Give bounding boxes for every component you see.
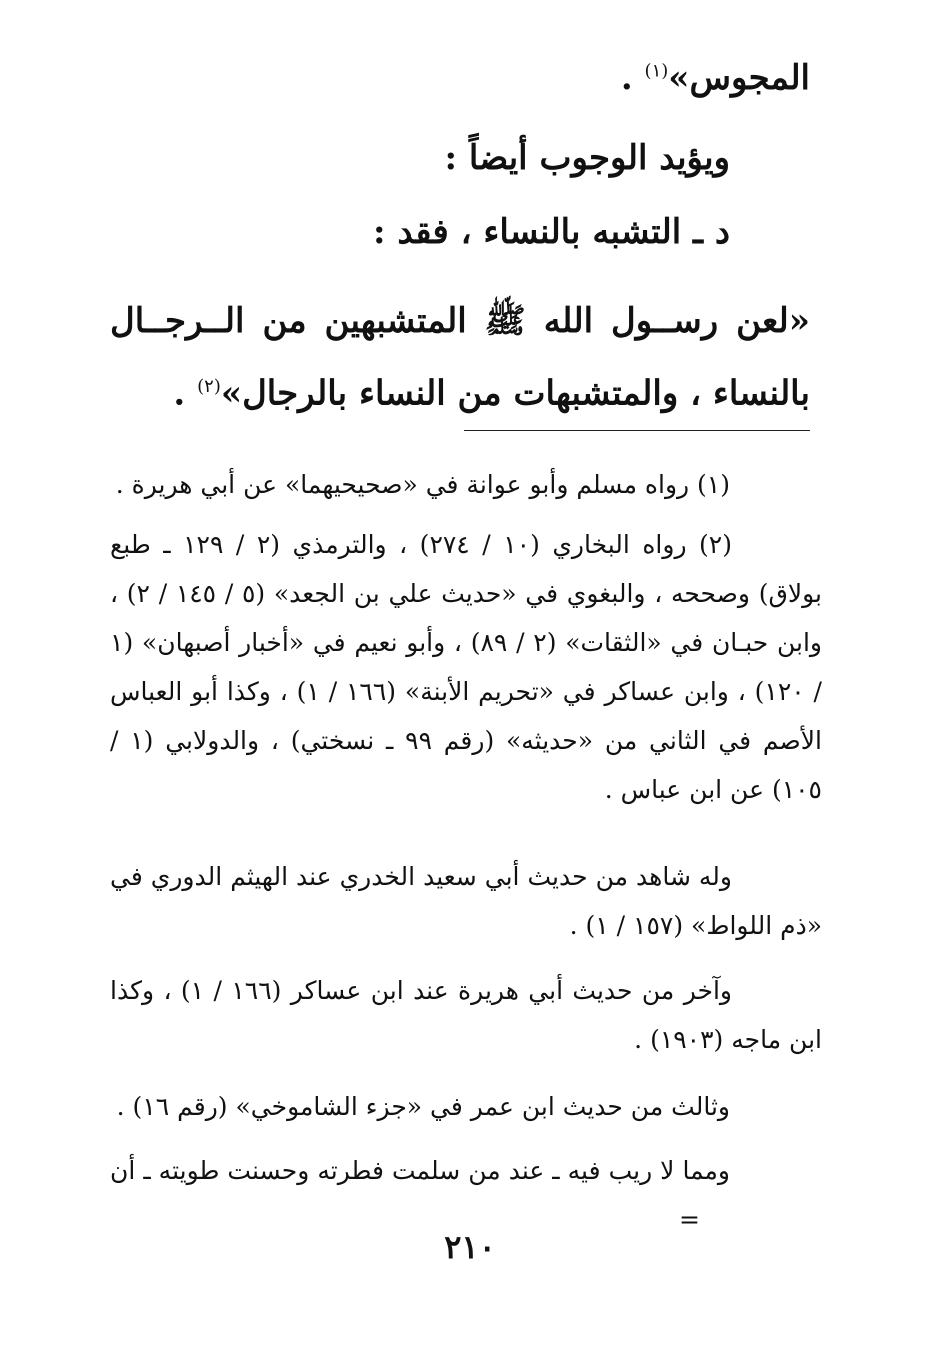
footnote-ref-2: (٢) bbox=[197, 376, 221, 397]
footnote-paragraph-4-text: ومما لا ريب فيه ـ عند من سلمت فطرته وحسنت طويته ـ أن bbox=[110, 1156, 730, 1185]
footnote-paragraph-1: وله شاهد من حديث أبي سعيد الخدري عند الهيثم الدوري في «ذم اللواط» (١٥٧ / ١) . bbox=[110, 862, 822, 940]
footnote-2: (٢) رواه البخاري (١٠ / ٢٧٤) ، والترمذي (٢ / ١٢٩ ـ طبع بولاق) وصححه ، والبغوي في «حديث علي بن الجعد» (٥ / ١٤٥ / ٢) ، وابن حبـان في «الثقات» (٢ / ٨٩) ، وأبو نعيم في «أخبار أصبهان» (١ / ١٢٠) ، وابن عساكر في «تحريم الأبنة» (١٦٦ / ١) ، وكذا أبو العباس الأصم في الثاني من «حديثه» (رقم ٩٩ ـ نسختي) ، والدولابي (١ / ١٠٥) عن ابن عباس . bbox=[110, 530, 822, 804]
footnote-paragraph-3: وثالث من حديث ابن عمر في «جزء الشاموخي» (رقم ١٦) . bbox=[116, 1092, 730, 1121]
footnote-paragraph-2: وآخر من حديث أبي هريرة عند ابن عساكر (١٦٦ / ١) ، وكذا ابن ماجه (١٩٠٣) . bbox=[110, 976, 822, 1054]
footnote-ref-1: (١) bbox=[644, 60, 669, 82]
footnote-1: (١) رواه مسلم وأبو عوانة في «صحيحيهما» عن أبي هريرة . bbox=[115, 470, 730, 499]
main-text-line-1-end: . bbox=[620, 58, 645, 98]
page-number: ٢١٠ bbox=[444, 1228, 496, 1266]
main-text-line-1-text: المجوس» bbox=[668, 58, 810, 98]
footnote-separator bbox=[464, 430, 810, 431]
main-text-line-1 bbox=[621, 58, 810, 99]
main-text-line-3: د ـ التشبه بالنساء ، فقد : bbox=[373, 212, 730, 252]
hadith-quote-text: «لعن رســول الله ﷺ المتشبهين من الــرجــال بالنساء ، والمتشبهات من النساء بالرجال» bbox=[110, 301, 810, 414]
continuation-mark: = bbox=[679, 1205, 700, 1234]
hadith-quote bbox=[110, 288, 810, 426]
main-text-line-2: ويؤيد الوجوب أيضاً : bbox=[444, 138, 730, 178]
hadith-quote-end: . bbox=[173, 373, 198, 414]
